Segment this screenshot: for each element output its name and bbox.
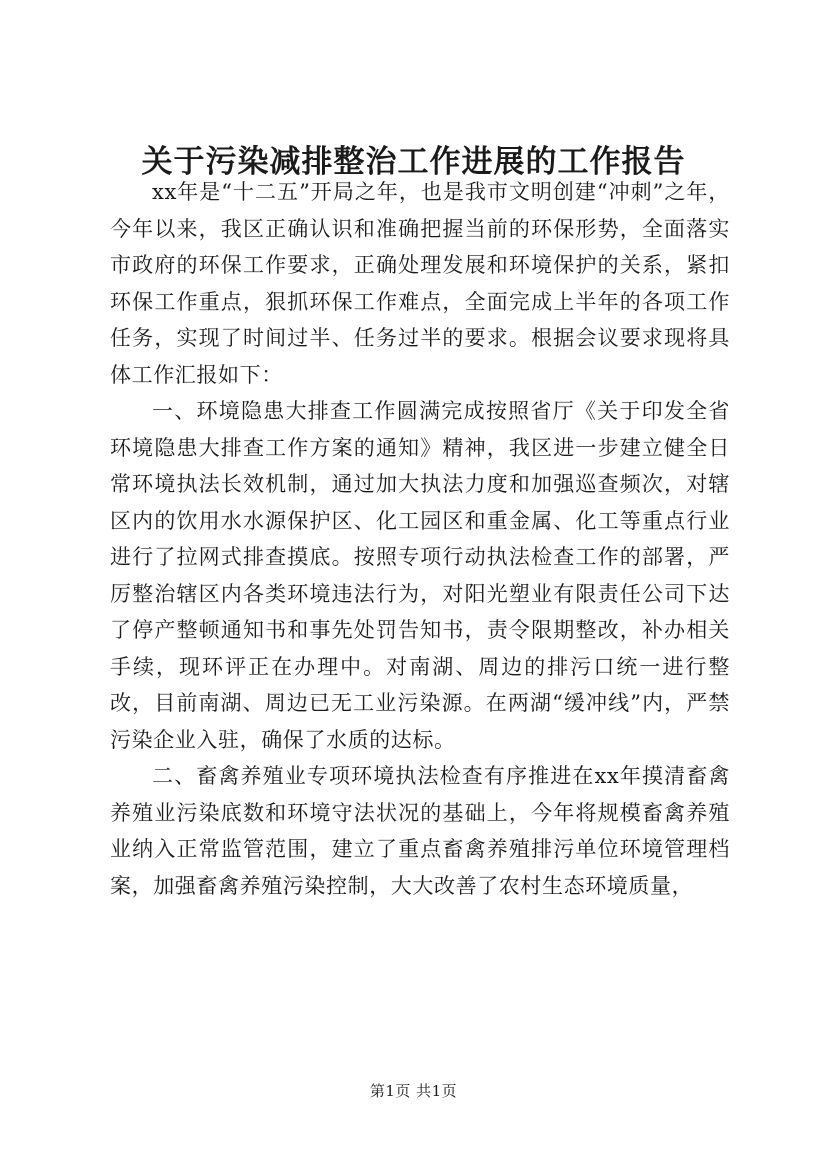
page-number-footer: 第1页 共1页 xyxy=(369,1082,458,1100)
paragraph-intro: xx年是“十二五”开局之年，也是我市文明创建“冲刺”之年，今年以来，我区正确认识和准确把握当前的环保形势，全面落实市政府的环保工作要求，正确处理发展和环境保护的关系，紧扣环保工作重点，狠抓环保工作难点，全面完成上半年的各项工作任务，实现了时间过半、任务过半的要求。根据会议要求现将具体工作汇报如下： xyxy=(110,180,730,387)
document-body xyxy=(110,174,730,904)
paragraph-section-1: 一、环境隐患大排查工作圆满完成按照省厅《关于印发全省环境隐患大排查工作方案的通知》精神，我区进一步建立健全日常环境执法长效机制，通过加大执法力度和加强巡查频次，对辖区内的饮用水水源保护区、化工园区和重金属、化工等重点行业进行了拉网式排查摸底。按照专项行动执法检查工作的部署，严厉整治辖区内各类环境违法行为，对阳光塑业有限责任公司下达了停产整顿通知书和事先处罚告知书，责令限期整改，补办相关手续，现环评正在办理中。对南湖、周边的排污口统一进行整改，目前南湖、周边已无工业污染源。在两湖“缓冲线”内，严禁污染企业入驻，确保了水质的达标。 xyxy=(110,399,730,752)
document-title: 关于污染减排整治工作进展的工作报告 xyxy=(141,144,686,180)
paragraph-section-2: 二、畜禽养殖业专项环境执法检查有序推进在xx年摸清畜禽养殖业污染底数和环境守法状况的基础上，今年将规模畜禽养殖业纳入正常监管范围，建立了重点畜禽养殖排污单位环境管理档案，加强畜禽养殖污染控制，大大改善了农村生态环境质量， xyxy=(110,764,730,898)
